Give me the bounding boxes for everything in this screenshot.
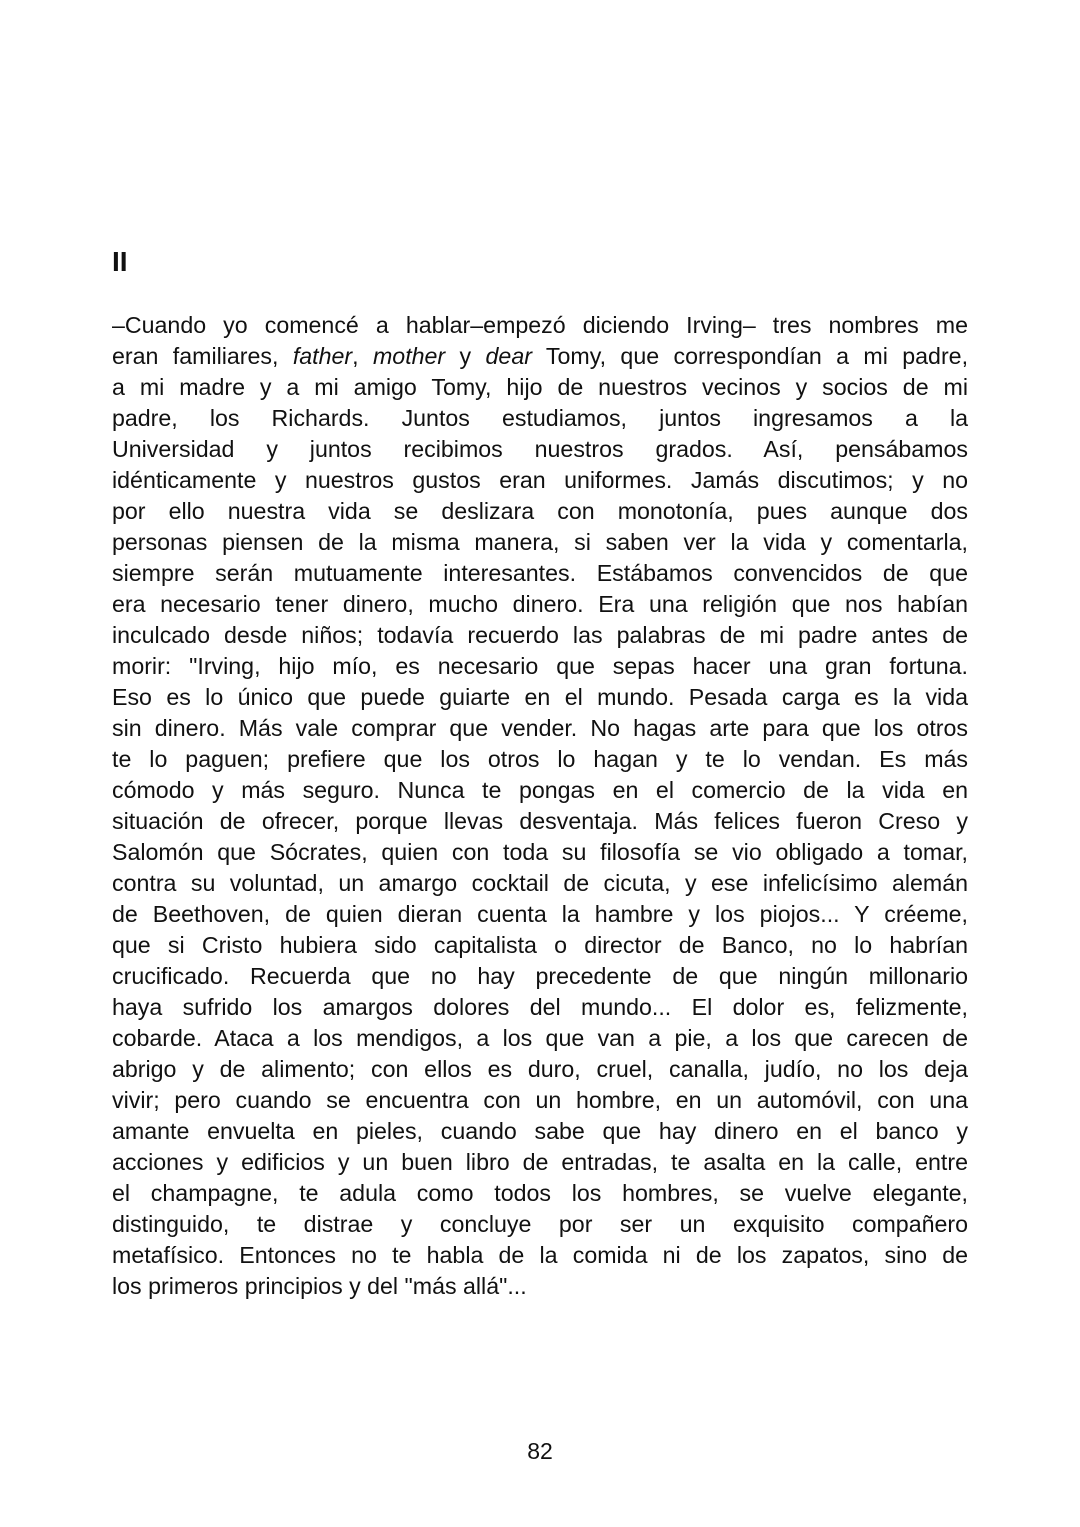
text-line: padre, los Richards. Juntos estudiamos, juntos ingresamos a la — [112, 405, 968, 431]
text-line: sin dinero. Más vale comprar que vender. No hagas arte para que los otros — [112, 715, 968, 741]
text-line: inculcado desde niños; todavía recuerdo las palabras de mi padre antes de — [112, 622, 968, 648]
text-line: era necesario tener dinero, mucho dinero. Era una religión que nos habían — [112, 591, 968, 617]
italic-word: dear — [485, 343, 532, 369]
text-line: que si Cristo hubiera sido capitalista o director de Banco, no lo habrían — [112, 932, 968, 958]
text-line: a mi madre y a mi amigo Tomy, hijo de nuestros vecinos y socios de mi — [112, 374, 968, 400]
text-line: abrigo y de alimento; con ellos es duro, cruel, canalla, judío, no los deja — [112, 1056, 968, 1082]
text-line: personas piensen de la misma manera, si saben ver la vida y comentarla, — [112, 529, 968, 555]
text-line: cómodo y más seguro. Nunca te pongas en el comercio de la vida en — [112, 777, 968, 803]
text-line: el champagne, te adula como todos los hombres, se vuelve elegante, — [112, 1180, 968, 1206]
text-line: te lo paguen; prefiere que los otros lo hagan y te lo vendan. Es más — [112, 746, 968, 772]
text-line: de Beethoven, de quien dieran cuenta la hambre y los piojos... Y créeme, — [112, 901, 968, 927]
text-line: siempre serán mutuamente interesantes. Estábamos convencidos de que — [112, 560, 968, 586]
text-line: Salomón que Sócrates, quien con toda su filosofía se vio obligado a tomar, — [112, 839, 968, 865]
italic-word: mother — [372, 343, 446, 369]
text-line: haya sufrido los amargos dolores del mundo... El dolor es, felizmente, — [112, 994, 968, 1020]
text-line: morir: "Irving, hijo mío, es necesario que sepas hacer una gran fortuna. — [112, 653, 968, 679]
text-line: por ello nuestra vida se deslizara con monotonía, pues aunque dos — [112, 498, 968, 524]
text-line: cobarde. Ataca a los mendigos, a los que van a pie, a los que carecen de — [112, 1025, 968, 1051]
text-line: los primeros principios y del "más allá"... — [112, 1273, 527, 1299]
text-line: idénticamente y nuestros gustos eran uniformes. Jamás discutimos; y no — [112, 467, 968, 493]
text-line: distinguido, te distrae y concluye por ser un exquisito compañero — [112, 1211, 968, 1237]
page-number: 82 — [527, 1438, 553, 1464]
text-line: situación de ofrecer, porque llevas desventaja. Más felices fueron Creso y — [112, 808, 968, 834]
text-line: eran familiares, father, mother y dear Tomy, que correspondían a mi padre, — [112, 343, 969, 369]
text-line: vivir; pero cuando se encuentra con un hombre, en un automóvil, con una — [112, 1087, 968, 1113]
text-line: Universidad y juntos recibimos nuestros grados. Así, pensábamos — [112, 436, 968, 462]
text-line: amante envuelta en pieles, cuando sabe que hay dinero en el banco y — [112, 1118, 968, 1144]
text-line: Eso es lo único que puede guiarte en el mundo. Pesada carga es la vida — [112, 684, 968, 710]
italic-word: father — [292, 343, 353, 369]
text-line: contra su voluntad, un amargo cocktail de cicuta, y ese infelicísimo alemán — [112, 870, 968, 896]
text-line: metafísico. Entonces no te habla de la comida ni de los zapatos, sino de — [112, 1242, 968, 1268]
text-line: –Cuando yo comencé a hablar–empezó diciendo Irving– tres nombres me — [112, 312, 968, 338]
text-line: crucificado. Recuerda que no hay precedente de que ningún millonario — [112, 963, 968, 989]
chapter-heading: II — [112, 246, 128, 277]
body-paragraph — [112, 310, 968, 1302]
text-line: acciones y edificios y un buen libro de entradas, te asalta en la calle, entre — [112, 1149, 968, 1175]
